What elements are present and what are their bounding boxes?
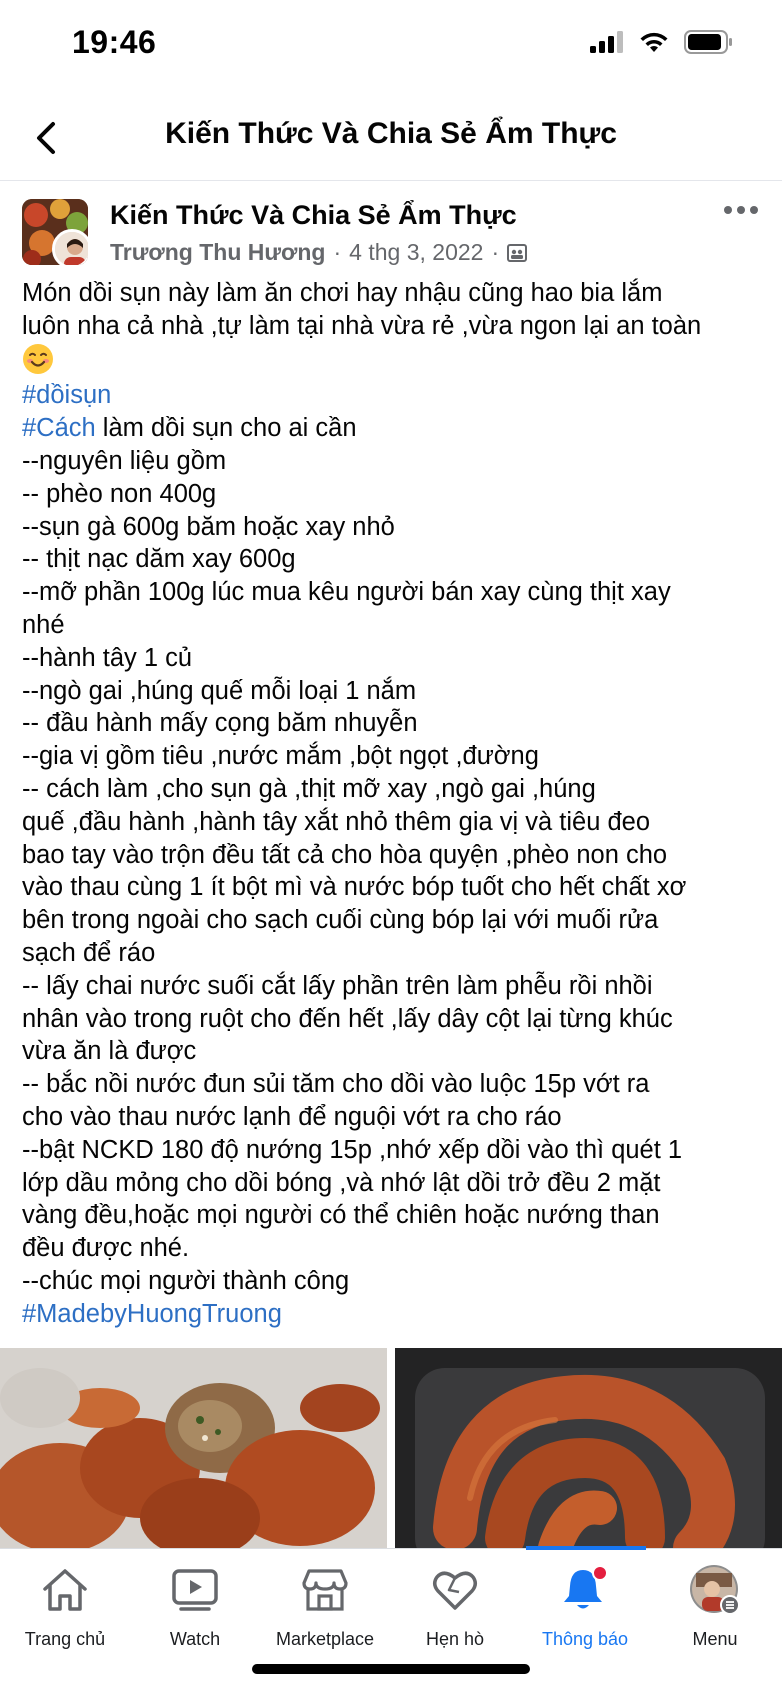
tab-menu[interactable] [650,1563,780,1663]
wifi-icon [638,30,670,54]
tab-label: Marketplace [275,1629,375,1649]
post-line: Món dồi sụn này làm ăn chơi hay nhậu cũng hao bia lắm [22,279,663,307]
post-line: -- phèo non 400g [22,479,217,508]
bell-icon [558,1563,612,1617]
tab-label: Thông báo [541,1629,629,1649]
post-line: sạch để ráo [22,938,156,967]
post-line: -- lấy chai nước suối cắt lấy phần trên làm phễu rồi nhồi [22,971,653,1000]
hashtag-link[interactable]: #Cách [22,414,96,443]
profile-menu-icon [688,1563,742,1617]
post-line: bên trong ngoài cho sạch cuối cùng bóp lại với muối rửa [22,906,659,935]
post-line: bao tay vào trộn đều tất cả cho hòa quyện ,phèo non cho [22,840,668,869]
tab-label: Watch [169,1629,221,1649]
watch-icon [168,1563,222,1617]
author-name[interactable]: Trương Thu Hương [110,239,326,265]
post-line: quế ,đầu hành ,hành tây xắt nhỏ thêm gia vị và tiêu đeo [22,807,651,836]
meta-separator: · [333,239,342,265]
status-bar [0,0,782,90]
marketplace-icon [298,1563,352,1617]
tab-label: Hẹn hò [425,1629,485,1649]
group-avatar[interactable] [22,199,88,265]
more-dot [724,206,732,214]
group-audience-icon [507,243,527,263]
post-line: vào thau cùng 1 ít bột mì và nước bóp tuốt cho hết chất xơ [22,873,687,902]
post-line: nhé [22,610,65,639]
status-time: 19:46 [72,24,157,60]
post-header [0,196,782,276]
post-line: -- thịt nạc dăm xay 600g [22,545,296,574]
post-line: --ngò gai ,húng quế mỗi loại 1 nắm [22,676,417,705]
hashtag-link[interactable]: #dồisụn [22,381,112,410]
post-line: -- cách làm ,cho sụn gà ,thịt mỡ xay ,ngò gai ,húng [22,774,596,803]
active-tab-indicator [526,1546,646,1550]
tab-marketplace[interactable] [260,1563,390,1663]
tab-home[interactable] [0,1563,130,1663]
tab-watch[interactable] [130,1563,260,1663]
smiling-face-emoji-icon [22,343,54,375]
post-line: --chúc mọi người thành công [22,1266,350,1295]
post-line-text: làm dồi sụn cho ai cần [95,414,357,443]
post-photos [0,1348,782,1550]
heart-icon [428,1563,482,1617]
tab-dating[interactable] [390,1563,520,1663]
post-photo[interactable] [395,1348,782,1550]
more-dot [750,206,758,214]
post-line: --hành tây 1 củ [22,643,193,672]
post-body [22,277,767,1331]
post-line: vàng đều,hoặc mọi người có thể chiên hoặc nướng than [22,1201,660,1230]
tab-label: Menu [692,1629,738,1649]
post-line: --bật NCKD 180 độ nướng 15p ,nhớ xếp dồi vào thì quét 1 [22,1135,683,1164]
page-title: Kiến Thức Và Chia Sẻ Ẩm Thực [165,117,617,150]
status-icons [590,30,734,54]
post-line: --mỡ phần 100g lúc mua kêu người bán xay cùng thịt xay [22,578,671,607]
group-name[interactable]: Kiến Thức Và Chia Sẻ Ẩm Thực [110,200,517,230]
tab-notifications[interactable] [520,1563,650,1663]
post-line: lớp dầu mỏng cho dồi bóng ,và nhớ lật dồi trở đều 2 mặt [22,1168,661,1197]
post-line: -- đầu hành mấy cọng băm nhuyễn [22,709,418,738]
battery-icon [684,30,734,54]
post-line: --nguyên liệu gồm [22,446,227,475]
hashtag-link[interactable]: #MadebyHuongTruong [22,1299,282,1328]
post-photo[interactable] [0,1348,387,1550]
air-fryer-sausage-photo [395,1348,782,1550]
author-avatar[interactable] [52,229,88,265]
post-line: -- bắc nồi nước đun sủi tăm cho dồi vào luộc 15p vớt ra [22,1070,650,1099]
post-line: --sụn gà 600g băm hoặc xay nhỏ [22,512,395,541]
post-line: vừa ăn là được [22,1037,197,1066]
post-line [22,412,767,445]
post-line: nhân vào trong ruột cho đến hết ,lấy dây cột lại từng khúc [22,1004,673,1033]
emoji-line [22,343,767,380]
tab-label: Trang chủ [24,1629,106,1649]
post-line: đều được nhé. [22,1234,190,1263]
home-icon [38,1563,92,1617]
more-options-button[interactable] [724,206,758,214]
more-dot [737,206,745,214]
post-date[interactable]: 4 thg 3, 2022 [349,239,484,265]
sliced-sausage-photo [0,1348,387,1550]
post-line: cho vào thau nước lạnh để nguội vớt ra cho ráo [22,1102,562,1131]
home-indicator[interactable] [252,1664,530,1674]
post-line: --gia vị gồm tiêu ,nước mắm ,bột ngọt ,đường [22,742,539,771]
cellular-signal-icon [590,31,624,53]
author-avatar-image [55,232,88,265]
post-line: luôn nha cả nhà ,tự làm tại nhà vừa rẻ ,vừa ngon lại an toàn [22,311,702,340]
nav-header [0,95,782,181]
meta-separator-2: · [491,239,500,265]
post-meta [110,239,527,266]
